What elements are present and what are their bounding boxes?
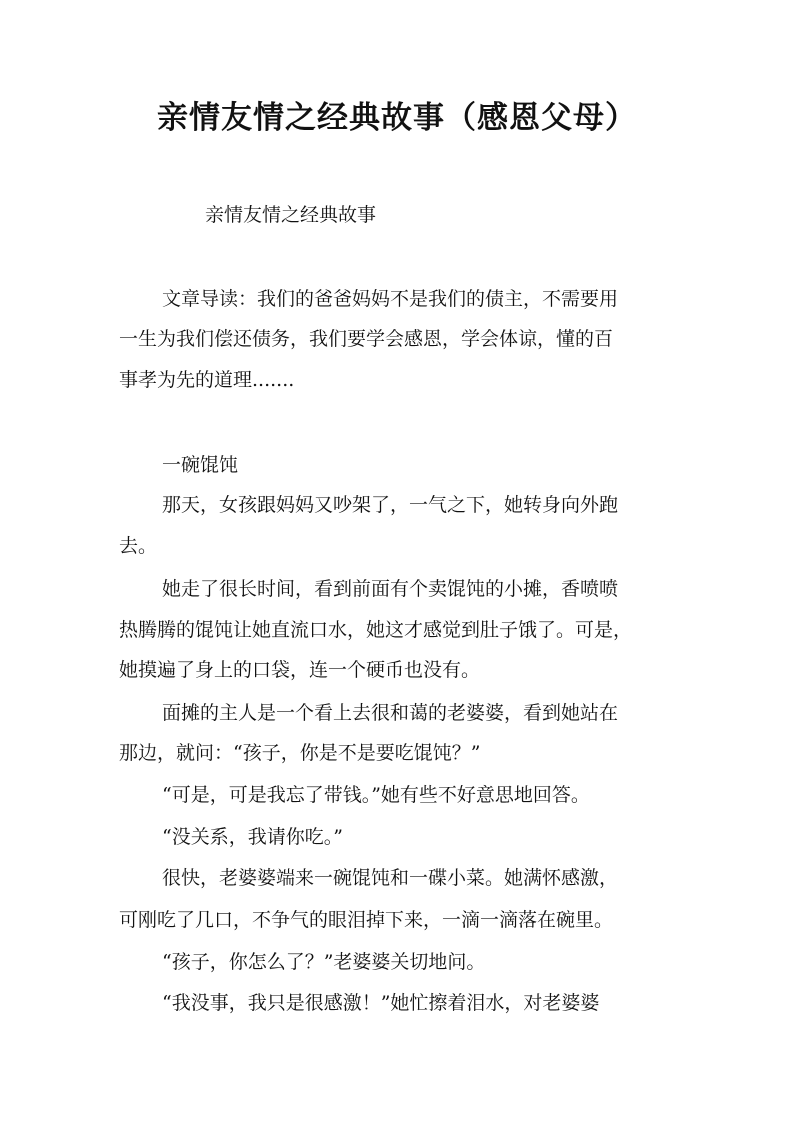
intro-line-3: 事孝为先的道理....... (119, 369, 295, 391)
paragraph-line: 去。 (119, 535, 158, 557)
paragraph-line: 面摊的主人是一个看上去很和蔼的老婆婆，看到她站在 (162, 702, 619, 724)
document-title: 亲情友情之经典故事（感恩父母） (157, 100, 637, 136)
paragraph-line: 那边，就问：“孩子，你是不是要吃馄饨？” (119, 742, 481, 764)
paragraph-line: “我没事，我只是很感激！”她忙擦着泪水，对老婆婆 (162, 992, 600, 1014)
paragraph-line: “孩子，你怎么了？”老婆婆关切地问。 (162, 951, 486, 973)
intro-line-2: 一生为我们偿还债务，我们要学会感恩，学会体谅，懂的百 (119, 328, 614, 350)
paragraph-line: 可刚吃了几口，不争气的眼泪掉下来，一滴一滴落在碗里。 (119, 909, 614, 931)
paragraph-line: “没关系，我请你吃。” (162, 826, 343, 848)
document-subtitle: 亲情友情之经典故事 (205, 204, 377, 226)
paragraph-line: “可是，可是我忘了带钱。”她有些不好意思地回答。 (162, 784, 590, 806)
paragraph-line: 她摸遍了身上的口袋，连一个硬币也没有。 (119, 659, 481, 681)
section-heading: 一碗馄饨 (162, 454, 239, 476)
paragraph-line: 那天，女孩跟妈妈又吵架了，一气之下，她转身向外跑 (162, 494, 619, 516)
paragraph-line: 热腾腾的馄饨让她直流口水，她这才感觉到肚子饿了。可是， (119, 619, 633, 641)
intro-line-1: 文章导读：我们的爸爸妈妈不是我们的债主，不需要用 (162, 288, 619, 310)
paragraph-line: 很快，老婆婆端来一碗馄饨和一碟小菜。她满怀感激， (162, 867, 619, 889)
paragraph-line: 她走了很长时间，看到前面有个卖馄饨的小摊，香喷喷 (162, 578, 619, 600)
